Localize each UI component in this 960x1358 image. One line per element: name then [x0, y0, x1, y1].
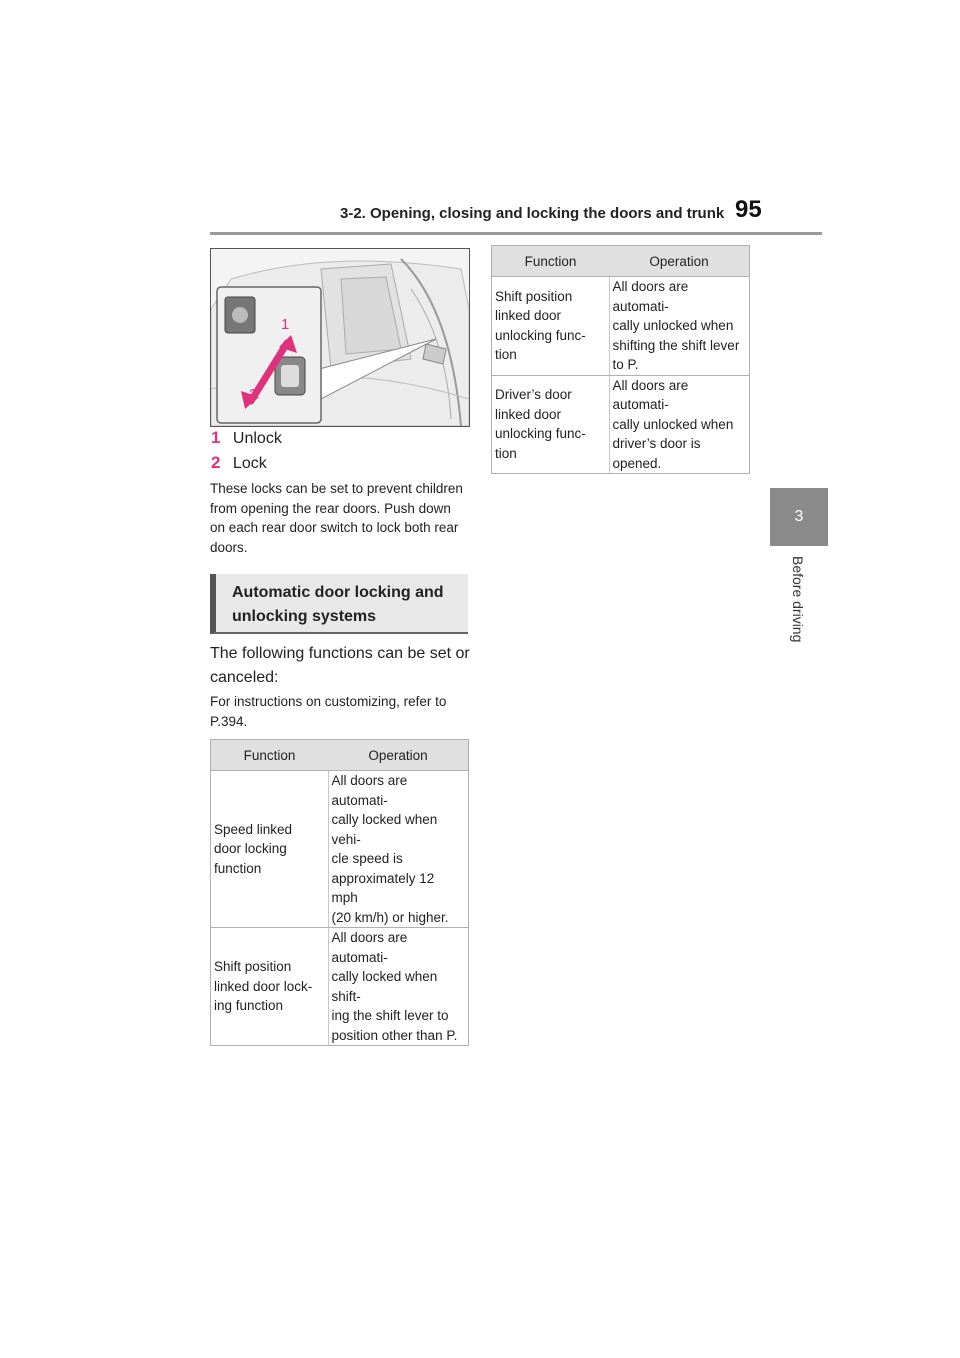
- function-cell: Shift position linked door unlocking func- tion: [492, 277, 610, 376]
- intro-line: The following functions can be set or: [210, 645, 470, 662]
- section-heading: [210, 574, 468, 634]
- table-header-row: [492, 246, 750, 277]
- table-row: [492, 277, 750, 376]
- header-function: Function: [492, 246, 610, 277]
- function-table-right: [491, 245, 750, 474]
- page-number: 95: [735, 196, 762, 223]
- intro-line: canceled:: [210, 669, 279, 686]
- section-title: [232, 581, 462, 629]
- callout-2: 2: [249, 386, 258, 403]
- callout-1: 1: [281, 316, 290, 333]
- section-title-line: unlocking systems: [232, 608, 377, 625]
- header-operation: Operation: [609, 246, 750, 277]
- table-row: [211, 928, 469, 1046]
- customize-note-line: P.394.: [210, 713, 248, 729]
- header-section-title: 3-2. Opening, closing and locking the doors and trunk: [340, 205, 725, 222]
- legend-label: Lock: [232, 455, 267, 472]
- table-header-row: [211, 740, 469, 771]
- note-line: on each rear door switch to lock both rear: [210, 520, 459, 535]
- rear-door-lock-illustration: [210, 248, 470, 427]
- legend-label: Unlock: [232, 430, 282, 447]
- header-operation: Operation: [328, 740, 469, 771]
- child-lock-note: [210, 479, 472, 557]
- legend-item-unlock: [211, 428, 282, 448]
- legend-number: 2: [211, 453, 221, 472]
- header-function: Function: [211, 740, 329, 771]
- function-cell: Driver’s door linked door unlocking func- tion: [492, 375, 610, 474]
- note-line: doors.: [210, 539, 248, 555]
- chapter-label: Before driving: [790, 556, 806, 643]
- customize-note-line: For instructions on customizing, refer to: [210, 694, 447, 709]
- operation-cell: All doors are automati- cally unlocked when driver’s door is opened.: [609, 375, 750, 474]
- legend-number: 1: [211, 428, 221, 447]
- operation-cell: All doors are automati- cally unlocked when shifting the shift lever to P.: [609, 277, 750, 376]
- function-table-left: [210, 739, 469, 1046]
- table-row: [492, 375, 750, 474]
- note-line: These locks can be set to prevent children: [210, 481, 463, 496]
- note-line: from opening the rear doors. Push down: [210, 500, 451, 516]
- operation-cell: All doors are automati- cally locked when shift- ing the shift lever to position other than P.: [328, 928, 469, 1046]
- function-cell: Shift position linked door lock- ing function: [211, 928, 329, 1046]
- section-title-line: Automatic door locking and: [232, 584, 444, 601]
- car-interior-drawing: [211, 249, 469, 426]
- intro-text: [210, 642, 472, 690]
- function-cell: Speed linked door locking function: [211, 771, 329, 928]
- chapter-tab: [770, 488, 828, 546]
- header-rule: [210, 232, 822, 235]
- customize-note: [210, 692, 472, 731]
- operation-cell: All doors are automati- cally locked when vehi- cle speed is approximately 12 mph (20 km/h) or higher.: [328, 771, 469, 928]
- chapter-number: 3: [794, 508, 804, 525]
- table-row: [211, 771, 469, 928]
- legend-item-lock: [211, 453, 267, 473]
